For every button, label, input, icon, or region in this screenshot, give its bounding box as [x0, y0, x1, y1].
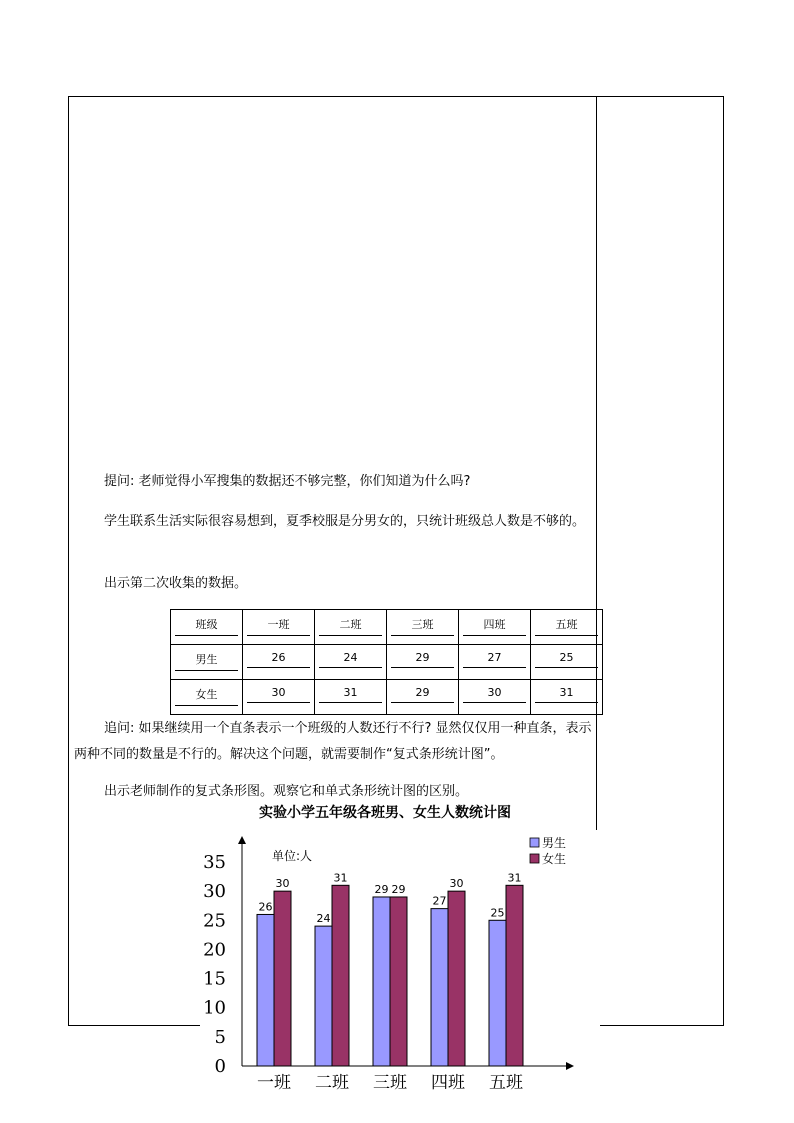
x-tick-label: 二班 — [315, 1073, 349, 1093]
y-tick-label: 20 — [203, 939, 226, 961]
x-tick-label: 五班 — [489, 1073, 523, 1093]
y-tick-label: 25 — [203, 910, 226, 932]
data-label: 31 — [333, 871, 348, 885]
legend-swatch — [530, 854, 539, 863]
legend-label: 男生 — [542, 836, 567, 850]
follow-up-paragraph: 追问: 如果继续用一个直条表示一个班级的人数还行不行? 显然仅仅用一种直条，表示两种不同的数量是不行的。解决这个问题，就需要制作“复式条形统计图”。 — [74, 721, 592, 762]
table-cell: 五班 — [535, 616, 598, 636]
bar-boys — [257, 914, 274, 1066]
second-data-intro: 出示第二次收集的数据。 — [104, 576, 248, 591]
data-table — [170, 609, 603, 715]
table-cell: 女生 — [175, 686, 238, 706]
table-cell: 30 — [247, 686, 310, 703]
table-cell: 24 — [319, 651, 382, 668]
x-tick-label: 三班 — [373, 1073, 407, 1093]
table-row — [171, 680, 603, 715]
legend-label: 女生 — [542, 852, 567, 866]
y-tick-label: 30 — [203, 881, 226, 903]
data-label: 29 — [374, 882, 389, 896]
bar-boys — [373, 897, 390, 1066]
table-cell: 二班 — [319, 616, 382, 636]
table-row — [171, 645, 603, 680]
chart-title: 实验小学五年级各班男、女生人数统计图 — [259, 805, 511, 821]
bar-boys — [489, 920, 506, 1066]
question-paragraph: 提问: 老师觉得小军搜集的数据还不够完整，你们知道为什么吗? — [104, 474, 471, 489]
bar-girls — [448, 891, 465, 1066]
table-cell: 三班 — [391, 616, 454, 636]
bar-girls — [332, 885, 349, 1066]
table-cell: 29 — [391, 651, 454, 668]
bar-boys — [315, 926, 332, 1066]
y-tick-label: 15 — [203, 968, 226, 990]
table-cell: 男生 — [175, 651, 238, 671]
student-answer-paragraph: 学生联系生活实际很容易想到，夏季校服是分男女的，只统计班级总人数是不够的。 — [104, 514, 586, 529]
table-cell: 29 — [391, 686, 454, 703]
table-cell: 31 — [535, 686, 598, 703]
table-cell: 26 — [247, 651, 310, 668]
data-label: 31 — [507, 871, 522, 885]
unit-label: 单位:人 — [272, 849, 313, 863]
x-tick-label: 四班 — [431, 1073, 465, 1093]
table-cell: 25 — [535, 651, 598, 668]
bar-girls — [274, 891, 291, 1066]
data-label: 30 — [275, 877, 290, 891]
data-label: 25 — [490, 906, 505, 920]
bar-chart — [200, 830, 600, 1095]
data-label: 24 — [316, 912, 331, 926]
data-label: 30 — [449, 877, 464, 891]
bar-girls — [390, 897, 407, 1066]
x-tick-label: 一班 — [257, 1073, 291, 1093]
y-tick-label: 0 — [214, 1056, 226, 1077]
bar-girls — [506, 885, 523, 1066]
y-tick-label: 10 — [203, 997, 226, 1019]
table-cell: 30 — [463, 686, 526, 703]
table-row — [171, 610, 603, 645]
table-cell: 班级 — [175, 616, 238, 636]
table-cell: 27 — [463, 651, 526, 668]
table-cell: 一班 — [247, 616, 310, 636]
table-cell: 四班 — [463, 616, 526, 636]
table-cell: 31 — [319, 686, 382, 703]
y-tick-label: 35 — [203, 852, 226, 873]
bar-boys — [431, 909, 448, 1066]
y-tick-label: 5 — [214, 1026, 226, 1048]
data-label: 26 — [258, 900, 273, 914]
data-label: 29 — [391, 882, 406, 896]
chart-intro: 出示老师制作的复式条形图。观察它和单式条形统计图的区别。 — [104, 784, 469, 799]
data-label: 27 — [432, 894, 447, 908]
legend-swatch — [530, 838, 539, 847]
